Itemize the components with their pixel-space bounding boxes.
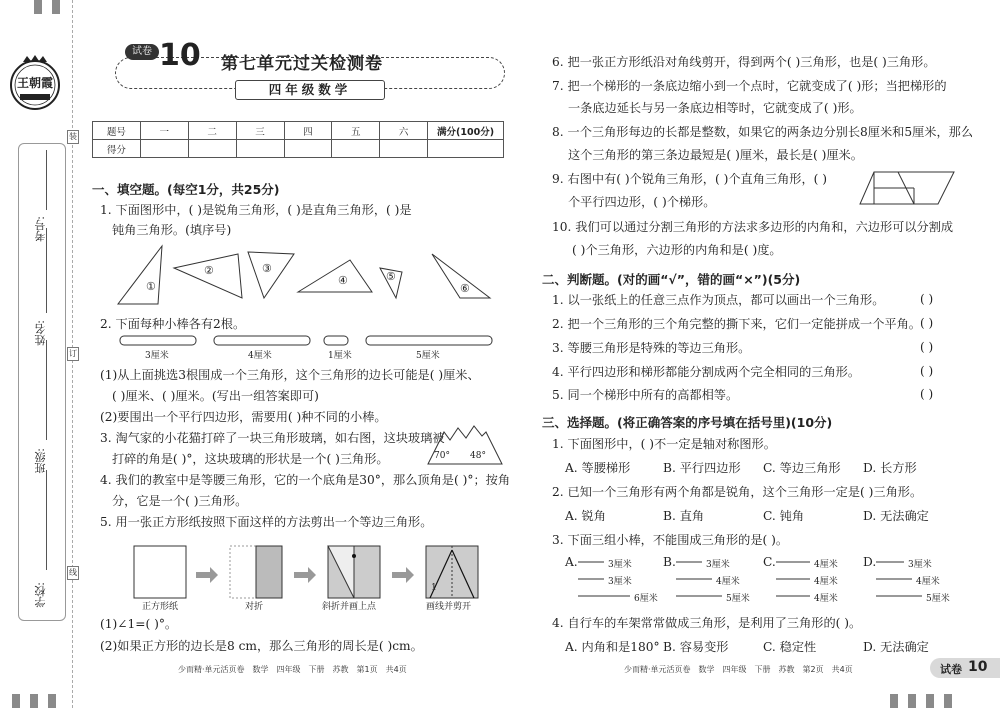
stick-length: 5厘米 [926,594,950,604]
question-9-b: 个平行四边形，( )个梯形。 [568,195,716,209]
score-table [92,121,504,158]
option-letter: A. [565,555,578,569]
stick-length: 5厘米 [726,594,750,604]
judge-item-1: 1. 以一张纸上的任意三点作为顶点，都可以画出一个三角形。 [552,293,885,307]
question-4-a: 4. 我们的教室中是等腰三角形，它的一个底角是30°，那么顶角是( )°；按角 [100,473,511,487]
score-table-header-row [93,122,504,140]
question-6: 6. 把一张正方形纸沿对角线剪开，得到两个( )三角形，也是( )三角形。 [552,55,936,69]
student-info-box [18,143,66,621]
choice-option: C. 钝角 [763,509,805,523]
score-input-cell[interactable] [332,140,380,158]
choice-option: C. 稳定性 [763,640,817,654]
question-8-b: 这个三角形的第三条边最短是( )厘米，最长是( )厘米。 [568,148,863,162]
stick-figures [118,334,508,348]
binding-tab [52,0,60,14]
table-cell: 五 [332,122,380,140]
option-letter: C. [763,555,776,569]
question-10-b: ( )个三角形，六边形的内角和是( )度。 [572,243,782,257]
score-input-cell[interactable] [380,140,428,158]
triangle-label-1: ① [146,280,156,293]
choice-option: A. 等腰梯形 [565,461,631,475]
table-cell: 一 [140,122,188,140]
binding-tab [926,694,934,708]
binding-tab [34,0,42,14]
table-cell: 四 [284,122,332,140]
binding-tab [908,694,916,708]
exam-number-line [46,150,47,210]
triangle-label-4: ④ [338,274,348,287]
binding-mark: 线 [67,566,79,580]
triangle-label-6: ⑥ [460,282,470,295]
stick-length: 3厘米 [706,560,730,570]
question-1-line-a: 1. 下面图形中，( )是锐角三角形，( )是直角三角形，( )是 [100,203,412,217]
stick-length: 4厘米 [814,560,838,570]
exam-number: 10 [159,38,201,73]
step-label: 画线并剪开 [426,602,472,612]
exam-badge: 试卷 [125,44,159,60]
score-input-cell[interactable] [188,140,236,158]
choice-option: B. 平行四边形 [663,461,741,475]
stick-length: 3厘米 [608,577,632,587]
corner-label: 试卷 [940,663,962,676]
question-2-1-a: (1)从上面挑选3根围成一个三角形，这个三角形的边长可能是( )厘米、 [100,368,480,382]
question-8-a: 8. 一个三角形每边的长都是整数，如果它的两条边分别长8厘米和5厘米，那么 [552,125,974,139]
school-line [46,470,47,570]
angle-label: 70° [434,451,450,461]
judge-item-3: 3. 等腰三角形是特殊的等边三角形。 [552,341,751,355]
question-2-1-b: ( )厘米、( )厘米。(写出一组答案即可) [112,389,319,403]
answer-blank[interactable]: ( ) [920,316,934,330]
name-label: 姓名: [34,320,47,346]
section2-title: 二、判断题。(对的画“√”，错的画“×”)(5分) [542,272,801,287]
corner-number: 10 [968,659,988,675]
broken-glass-figure [424,424,506,468]
class-line [46,340,47,440]
question-5: 5. 用一张正方形纸按照下面这样的方法剪出一个等边三角形。 [100,515,433,529]
score-input-cell[interactable] [284,140,332,158]
section3-title: 三、选择题。(将正确答案的序号填在括号里)(10分) [542,415,833,430]
question-10-a: 10. 我们可以通过分割三角形的方法求多边形的内角和，六边形可以分割成 [552,220,954,234]
stick-length: 4厘米 [716,577,740,587]
choice-option: C. 等边三角形 [763,461,841,475]
binding-tab [890,694,898,708]
binding-tab [30,694,38,708]
corner-badge [930,658,1000,678]
parallelogram-figure [858,168,956,208]
binding-tab [12,694,20,708]
option-letter: D. [863,555,877,569]
stick-length: 4厘米 [916,577,940,587]
judge-item-4: 4. 平行四边形和梯形都能分割成两个完全相同的三角形。 [552,365,861,379]
question-3-a: 3. 淘气家的小花猫打碎了一块三角形玻璃，如右图，这块玻璃被 [100,431,445,445]
table-cell: 六 [380,122,428,140]
exam-header [115,40,505,106]
score-input-cell[interactable] [236,140,284,158]
question-1-line-b: 钝角三角形。(填序号) [112,223,232,237]
angle-mark: 1 [431,583,437,593]
question-9-a: 9. 右图中有( )个锐角三角形，( )个直角三角形，( ) [552,172,828,186]
stick-length: 6厘米 [634,594,658,604]
table-cell: 三 [236,122,284,140]
choice-option: A. 内角和是180° [565,640,660,654]
table-cell: 二 [188,122,236,140]
school-label: 学校: [34,582,47,608]
judge-item-2: 2. 把一个三角形的三个角完整的撕下来，它们一定能拼成一个平角。 [552,317,921,331]
question-4-b: 分，它是一个( )三角形。 [112,494,248,508]
question-3-b: 打碎的角是( )°，这块玻璃的形状是一个( )三角形。 [112,452,389,466]
angle-label: 48° [470,451,486,461]
answer-blank[interactable]: ( ) [920,387,934,401]
exam-title: 第七单元过关检测卷 [221,54,383,74]
stick-length: 4厘米 [814,577,838,587]
step-label: 正方形纸 [142,602,179,612]
folding-steps-figure [130,542,480,600]
stick-label: 5厘米 [416,351,440,361]
triangle-label-2: ② [204,264,214,277]
choice-option: B. 直角 [663,509,705,523]
table-cell: 得分 [93,140,141,158]
page-footer-left: 少而精·单元活页卷 数学 四年级 下册 苏教 第1页 共4页 [178,665,407,674]
stick-length: 4厘米 [814,594,838,604]
binding-strip [0,0,74,708]
choice-option: A. 锐角 [565,509,606,523]
binding-mark: 订 [67,347,79,361]
exam-subtitle: 四年级数学 [235,80,385,100]
brand-logo [6,54,64,112]
step-label: 斜折并画上点 [322,602,377,612]
question-5-1: (1)∠1=( )°。 [100,617,178,631]
judge-item-5: 5. 同一个梯形中所有的高都相等。 [552,388,739,402]
stick-length: 3厘米 [608,560,632,570]
answer-blank[interactable]: ( ) [920,364,934,378]
logo-text: 王朝霞 [16,76,53,90]
choice-question-2: 2. 已知一个三角形有两个角都是锐角，这个三角形一定是( )三角形。 [552,485,923,499]
question-7-a: 7. 把一个梯形的一条底边缩小到一个点时，它就变成了( )形；当把梯形的 [552,79,947,93]
choice-option: D. 长方形 [863,461,917,475]
answer-blank[interactable]: ( ) [920,292,934,306]
section1-title: 一、填空题。(每空1分，共25分) [92,182,280,197]
triangle-figures [110,240,510,310]
binding-tab [944,694,952,708]
choice-question-4: 4. 自行车的车架常常做成三角形，是利用了三角形的( )。 [552,616,862,630]
choice-question-3: 3. 下面三组小棒，不能围成三角形的是( )。 [552,533,789,547]
exam-number-label: 考号: [34,216,47,242]
triangle-label-5: ⑤ [386,270,396,283]
binding-tab [48,694,56,708]
triangle-label-3: ③ [262,262,272,275]
table-cell: 满分(100分) [428,122,504,140]
step-label: 对折 [245,602,264,612]
stick-label: 1厘米 [328,351,352,361]
binding-mark: 装 [67,130,79,144]
choice-question-1: 1. 下面图形中，( )不一定是轴对称图形。 [552,437,776,451]
page-footer-right: 少而精·单元活页卷 数学 四年级 下册 苏教 第2页 共4页 [624,665,853,674]
question-2: 2. 下面每种小棒各有2根。 [100,317,246,331]
answer-blank[interactable]: ( ) [920,340,934,354]
stick-length: 3厘米 [908,560,932,570]
option-letter: B. [663,555,676,569]
question-5-2: (2)如果正方形的边长是8 cm，那么三角形的周长是( )cm。 [100,639,423,653]
choice-option: B. 容易变形 [663,640,729,654]
table-cell: 题号 [93,122,141,140]
choice-option: D. 无法确定 [863,509,929,523]
choice-option: D. 无法确定 [863,640,929,654]
question-7-b: 一条底边延长与另一条底边相等时，它就变成了( )形。 [568,101,862,115]
score-input-cell[interactable] [140,140,188,158]
stick-label: 4厘米 [248,351,272,361]
question-2-2: (2)要围出一个平行四边形，需要用( )种不同的小棒。 [100,410,387,424]
score-table-score-row [93,140,504,158]
score-input-cell[interactable] [428,140,504,158]
class-label: 班级: [34,448,47,474]
stick-label: 3厘米 [145,351,169,361]
